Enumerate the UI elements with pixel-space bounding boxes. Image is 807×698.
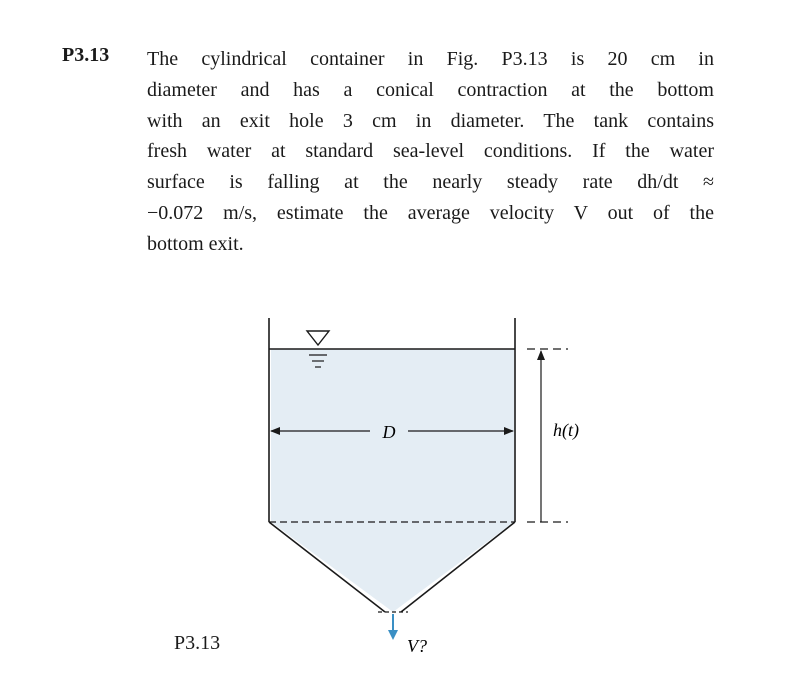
problem-line: The cylindrical container in Fig. P3.13 is 20 cm in xyxy=(147,48,714,70)
problem-line: fresh water at standard sea-level conditions. If the water xyxy=(147,140,714,163)
problem-line: diameter and has a conical contraction at the bottom xyxy=(147,78,714,101)
problem-line: with an exit hole 3 cm in diameter. The tank contains xyxy=(147,109,714,132)
problem-line: −0.072 m/s, estimate the average velocity V out of the xyxy=(147,201,714,224)
free-surface-triangle-icon xyxy=(307,331,329,345)
height-label: h(t) xyxy=(553,420,579,440)
problem-line: bottom exit. xyxy=(147,232,244,255)
problem-number: P3.13 xyxy=(62,44,110,66)
figure-label: P3.13 xyxy=(174,632,221,654)
problem-line: surface is falling at the nearly steady rate dh/dt ≈ xyxy=(147,171,714,194)
water-body xyxy=(271,349,514,612)
exit-arrow-head-icon xyxy=(388,630,398,640)
velocity-label: V? xyxy=(407,636,427,656)
diameter-label: D xyxy=(382,422,396,442)
